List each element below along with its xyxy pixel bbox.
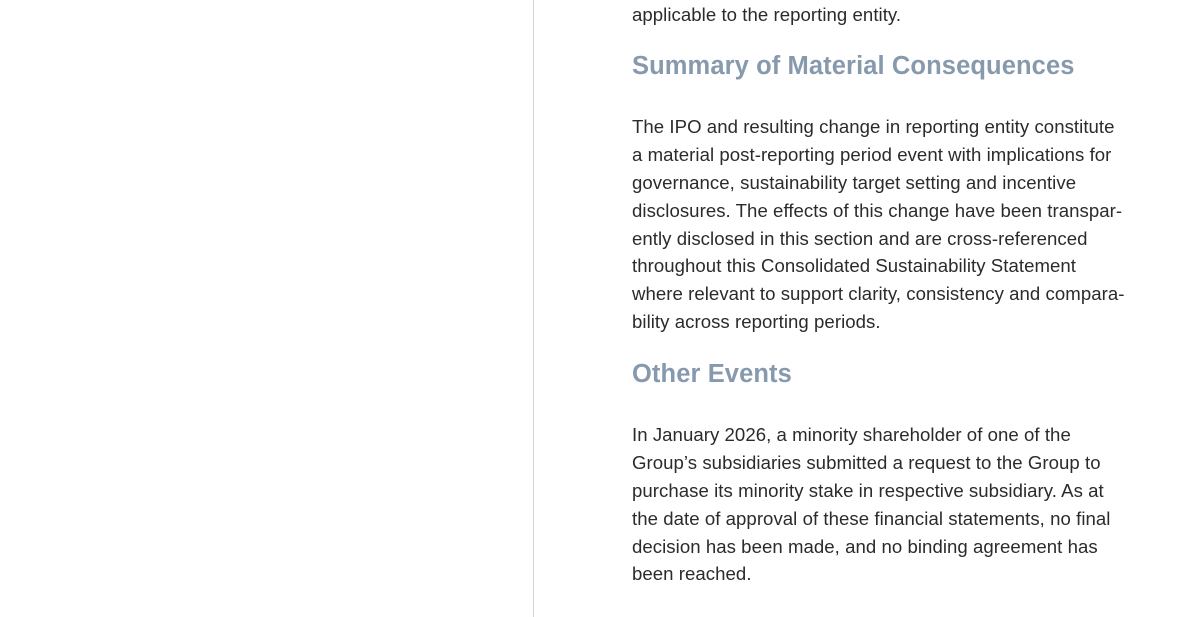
- text-line: decision has been made, and no binding agreement has: [632, 535, 1098, 557]
- text-line: The IPO and resulting change in reporting entity constitute: [632, 116, 1115, 137]
- material-consequences-paragraph: [632, 113, 1124, 336]
- text-line: Group’s subsidiaries submitted a request to the Group to: [632, 451, 1101, 473]
- section-heading-other-events: Other Events: [632, 360, 792, 388]
- text-line: throughout this Consolidated Sustainability Statement: [632, 255, 1077, 277]
- section-heading-material-consequences: Summary of Material Consequences: [632, 52, 1075, 80]
- text-line: where relevant to support clarity, consistency and compara-: [632, 283, 1125, 305]
- text-line: In January 2026, a minority shareholder of one of the: [632, 424, 1071, 445]
- text-line: disclosures. The effects of this change have been transpar-: [632, 199, 1123, 221]
- text-line: the date of approval of these financial statements, no final: [632, 507, 1111, 529]
- text-line: applicable to the reporting entity.: [632, 4, 902, 25]
- text-line: governance, sustainability target setting and incentive: [632, 171, 1077, 193]
- text-line: a material post-reporting period event with implications for: [632, 143, 1112, 165]
- text-line: ently disclosed in this section and are cross-referenced: [632, 227, 1088, 249]
- text-line: been reached.: [632, 563, 752, 585]
- text-line: purchase its minority stake in respective subsidiary. As at: [632, 479, 1104, 501]
- text-line: bility across reporting periods.: [632, 311, 881, 333]
- other-events-paragraph: [632, 421, 1110, 588]
- right-intro: [632, 1, 901, 29]
- column-divider: [533, 0, 534, 617]
